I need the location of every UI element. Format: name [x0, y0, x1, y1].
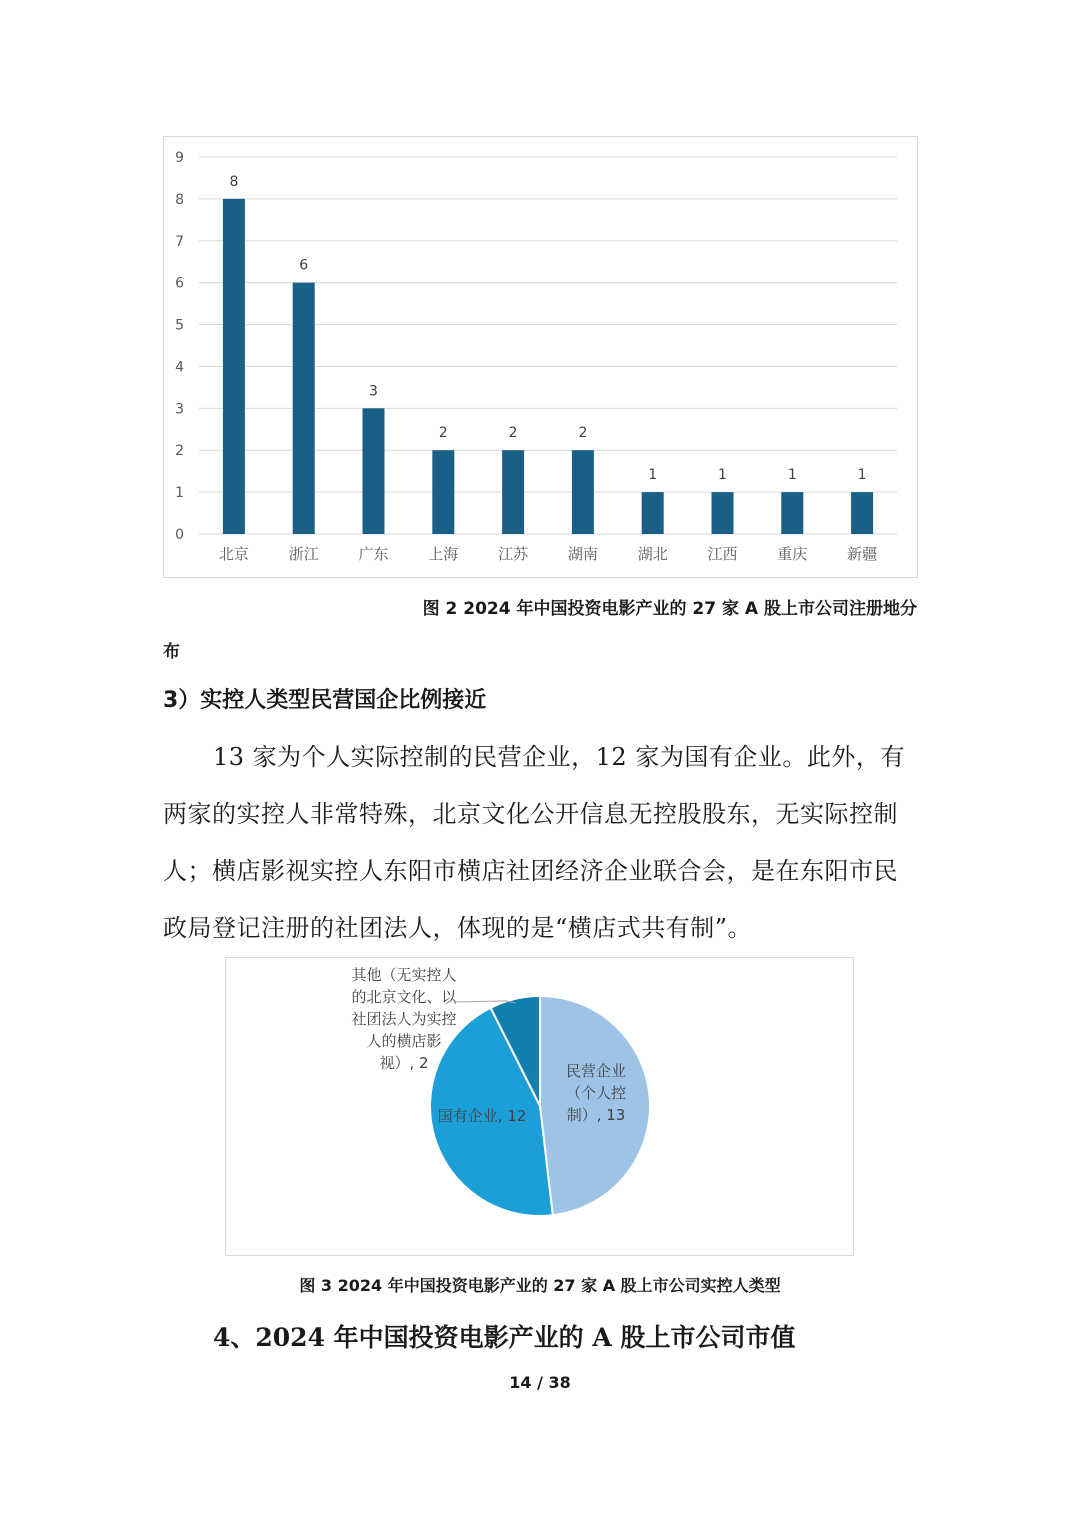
data-label: 1: [787, 467, 797, 484]
y-tick-label: 8: [175, 191, 184, 208]
figure2-caption-line2: 布: [163, 642, 180, 662]
pie-label-line: （个人控: [565, 1084, 627, 1102]
pie-label-line: 人的横店影: [366, 1032, 442, 1050]
x-tick-label: 江苏: [498, 545, 529, 563]
bar-chart-frame: [163, 136, 918, 578]
bar-9: [851, 492, 873, 534]
figure2-caption-line1: 图 2 2024 年中国投资电影产业的 27 家 A 股上市公司注册地分: [422, 599, 917, 619]
y-tick-label: 0: [175, 527, 184, 543]
pie-label-line: 其他（无实控人: [351, 966, 457, 984]
pie-label-line: 民营企业: [565, 1062, 627, 1080]
bar-5: [572, 450, 594, 534]
pie-label-line: 国有企业, 12: [437, 1107, 527, 1125]
data-label: 2: [438, 425, 448, 442]
x-tick-label: 广东: [358, 545, 389, 563]
page-number: 14 / 38: [509, 1373, 571, 1392]
pie-label-line: 视）, 2: [379, 1054, 429, 1072]
pie-chart-frame: [225, 957, 854, 1256]
bar-2: [363, 408, 385, 534]
x-tick-label: 重庆: [777, 545, 808, 563]
pie-label-line: 社团法人为实控: [351, 1010, 457, 1028]
pie-chart: [226, 958, 852, 1254]
y-tick-label: 9: [175, 150, 184, 166]
data-label: 8: [229, 173, 239, 190]
data-label: 6: [299, 257, 309, 274]
y-tick-label: 3: [175, 401, 184, 418]
x-tick-label: 江西: [707, 545, 738, 563]
y-tick-label: 7: [175, 233, 184, 250]
pie-label-line: 的北京文化、以: [351, 988, 457, 1006]
figure3-caption: 图 3 2024 年中国投资电影产业的 27 家 A 股上市公司实控人类型: [299, 1276, 781, 1295]
paragraph-line-1: 13 家为个人实际控制的民营企业，12 家为国有企业。此外，有: [213, 743, 905, 771]
y-tick-label: 5: [175, 317, 184, 334]
bar-1: [293, 283, 315, 534]
bar-3: [432, 450, 454, 534]
x-tick-label: 浙江: [288, 545, 319, 563]
bar-4: [502, 450, 524, 534]
x-tick-label: 北京: [218, 545, 249, 563]
data-label: 2: [508, 425, 518, 442]
data-label: 1: [648, 467, 658, 484]
bar-6: [642, 492, 664, 534]
y-tick-label: 1: [175, 485, 184, 502]
y-tick-label: 6: [175, 275, 184, 292]
data-label: 1: [857, 467, 867, 484]
paragraph-line-2: 两家的实控人非常特殊，北京文化公开信息无控股股东，无实际控制: [163, 800, 898, 828]
y-tick-label: 2: [175, 443, 184, 460]
pie-label-0: [566, 1062, 626, 1124]
x-tick-label: 新疆: [847, 545, 878, 563]
data-label: 3: [369, 383, 378, 400]
x-tick-label: 上海: [428, 545, 459, 563]
bar-7: [712, 492, 734, 534]
y-tick-label: 4: [175, 359, 184, 376]
pie-label-1: [438, 1107, 527, 1125]
bar-0: [223, 199, 245, 534]
bar-8: [781, 492, 803, 534]
data-label: 2: [578, 425, 588, 442]
section4-title: 4、2024 年中国投资电影产业的 A 股上市公司市值: [213, 1323, 796, 1352]
pie-label-line: 制）, 13: [566, 1106, 626, 1124]
paragraph-line-4: 政局登记注册的社团法人，体现的是“横店式共有制”。: [163, 914, 753, 942]
bar-chart: [164, 137, 916, 576]
section3-heading: 3）实控人类型民营国企比例接近: [163, 688, 487, 713]
data-label: 1: [718, 467, 727, 484]
x-tick-label: 湖北: [637, 545, 668, 563]
x-tick-label: 湖南: [567, 545, 598, 563]
paragraph-line-3: 人；横店影视实控人东阳市横店社团经济企业联合会，是在东阳市民: [163, 857, 898, 885]
